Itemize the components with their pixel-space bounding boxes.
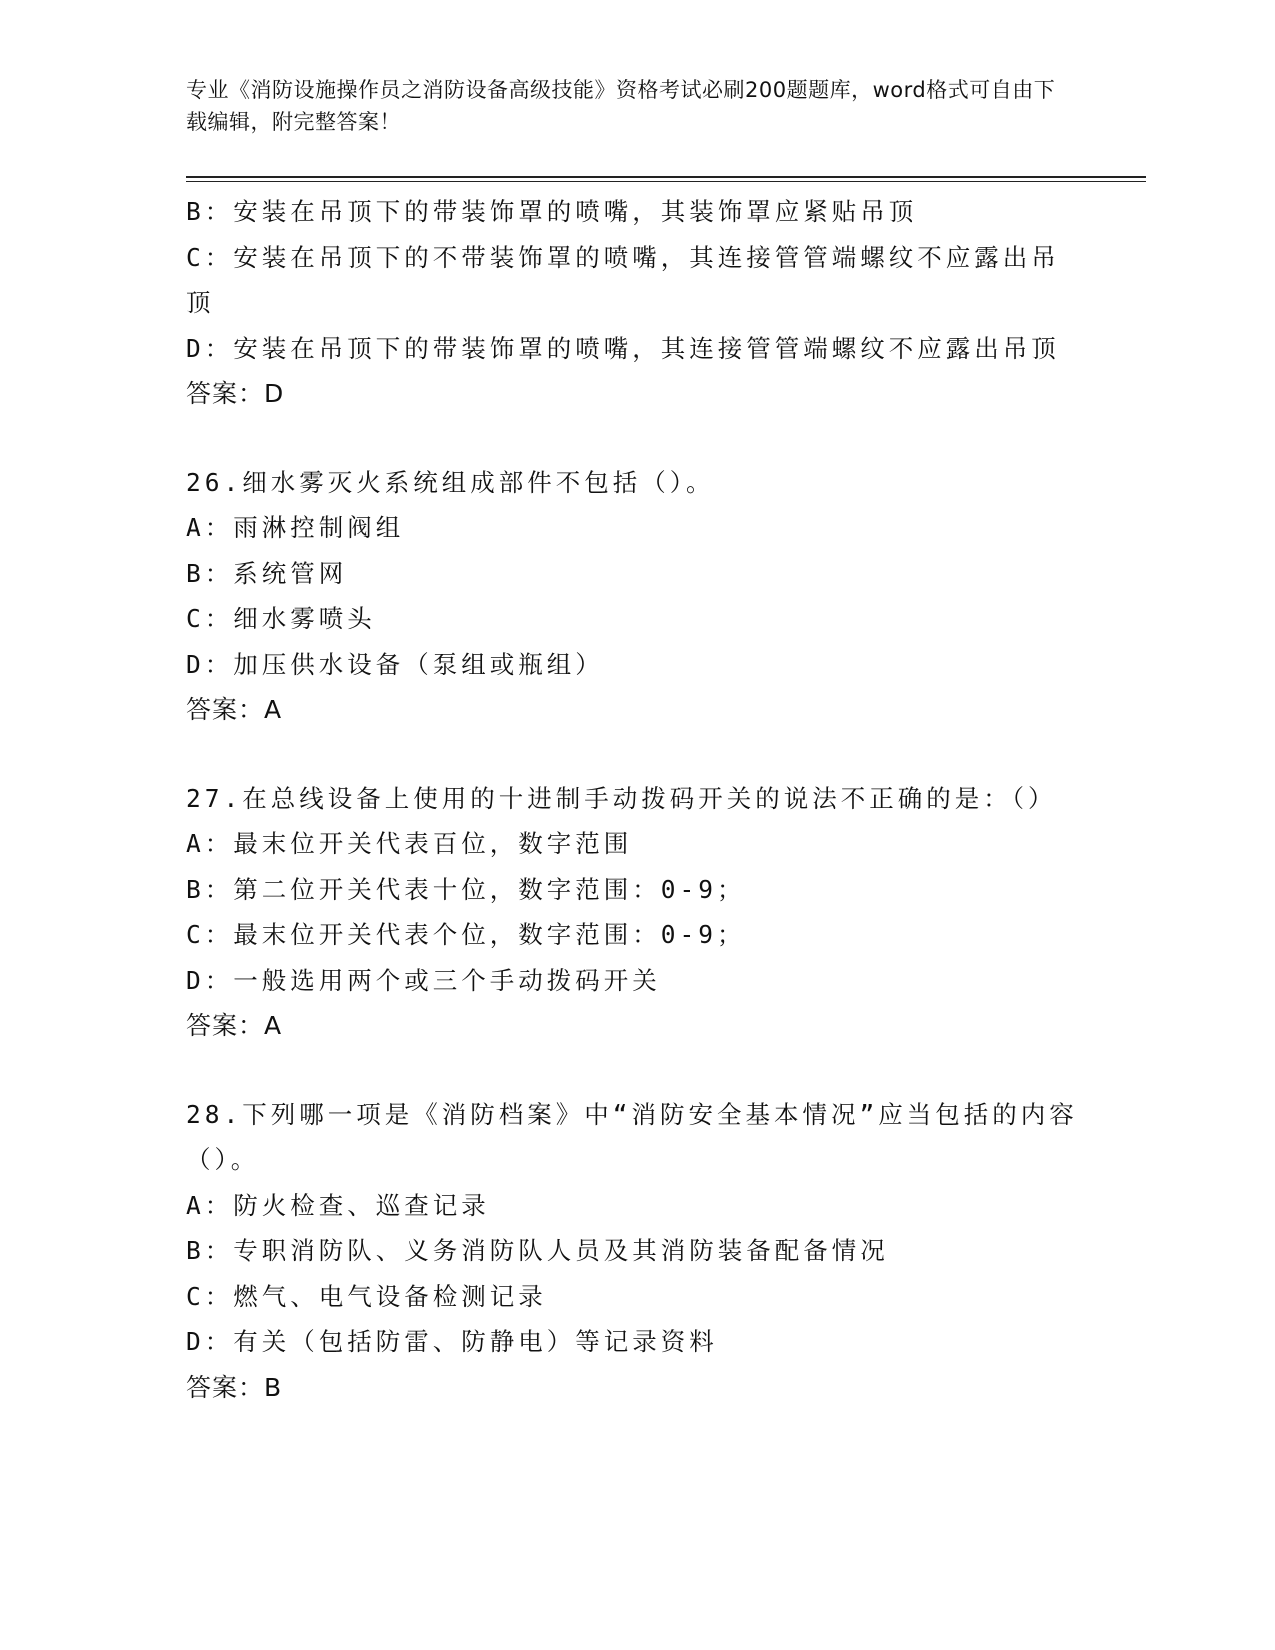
option-a: A：防火检查、巡查记录 [186,1190,490,1220]
header-divider-thick [186,176,1146,178]
header-divider-thin [186,181,1146,182]
answer-line: 答案：B [186,1372,283,1402]
question-text: 26.细水雾灭火系统组成部件不包括（）。 [186,467,715,497]
option-a: A：最末位开关代表百位，数字范围 [186,829,633,858]
question-block-27 [186,776,1086,1049]
option-d: D：有关（包括防雷、防静电）等记录资料 [186,1327,718,1356]
question-block-26 [186,460,1086,733]
option-a: A：雨淋控制阀组 [186,513,405,542]
option-b: B：专职消防队、义务消防队人员及其消防装备配备情况 [186,1236,889,1265]
option-c: C：细水雾喷头 [186,604,376,633]
option-c: C：最末位开关代表个位，数字范围：0-9； [186,920,746,949]
document-header: 专业《消防设施操作员之消防设备高级技能》资格考试必刷200题题库，word格式可自由下载编辑，附完整答案！ [186,78,1056,134]
answer-line: 答案：A [186,695,283,724]
question-list [186,189,1086,1410]
option-b: B：安装在吊顶下的带装饰罩的喷嘴，其装饰罩应紧贴吊顶 [186,197,918,226]
option-d: D：安装在吊顶下的带装饰罩的喷嘴，其连接管管端螺纹不应露出吊顶 [186,333,1060,363]
option-d: D：加压供水设备（泵组或瓶组） [186,649,604,679]
question-text: 28.下列哪一项是《消防档案》中“消防安全基本情况”应当包括的内容（）。 [186,1099,1078,1174]
option-d: D：一般选用两个或三个手动拨码开关 [186,965,661,995]
option-c: C：安装在吊顶下的不带装饰罩的喷嘴，其连接管管端螺纹不应露出吊顶 [186,242,1060,317]
answer-line: 答案：D [186,379,285,408]
option-c: C：燃气、电气设备检测记录 [186,1281,547,1311]
option-b: B：系统管网 [186,558,348,588]
question-block-25-continued [186,189,1086,417]
question-block-28 [186,1092,1086,1411]
option-b: B：第二位开关代表十位，数字范围：0-9； [186,874,746,904]
answer-line: 答案：A [186,1011,283,1040]
question-text: 27.在总线设备上使用的十进制手动拨码开关的说法不正确的是：（） [186,783,1057,813]
